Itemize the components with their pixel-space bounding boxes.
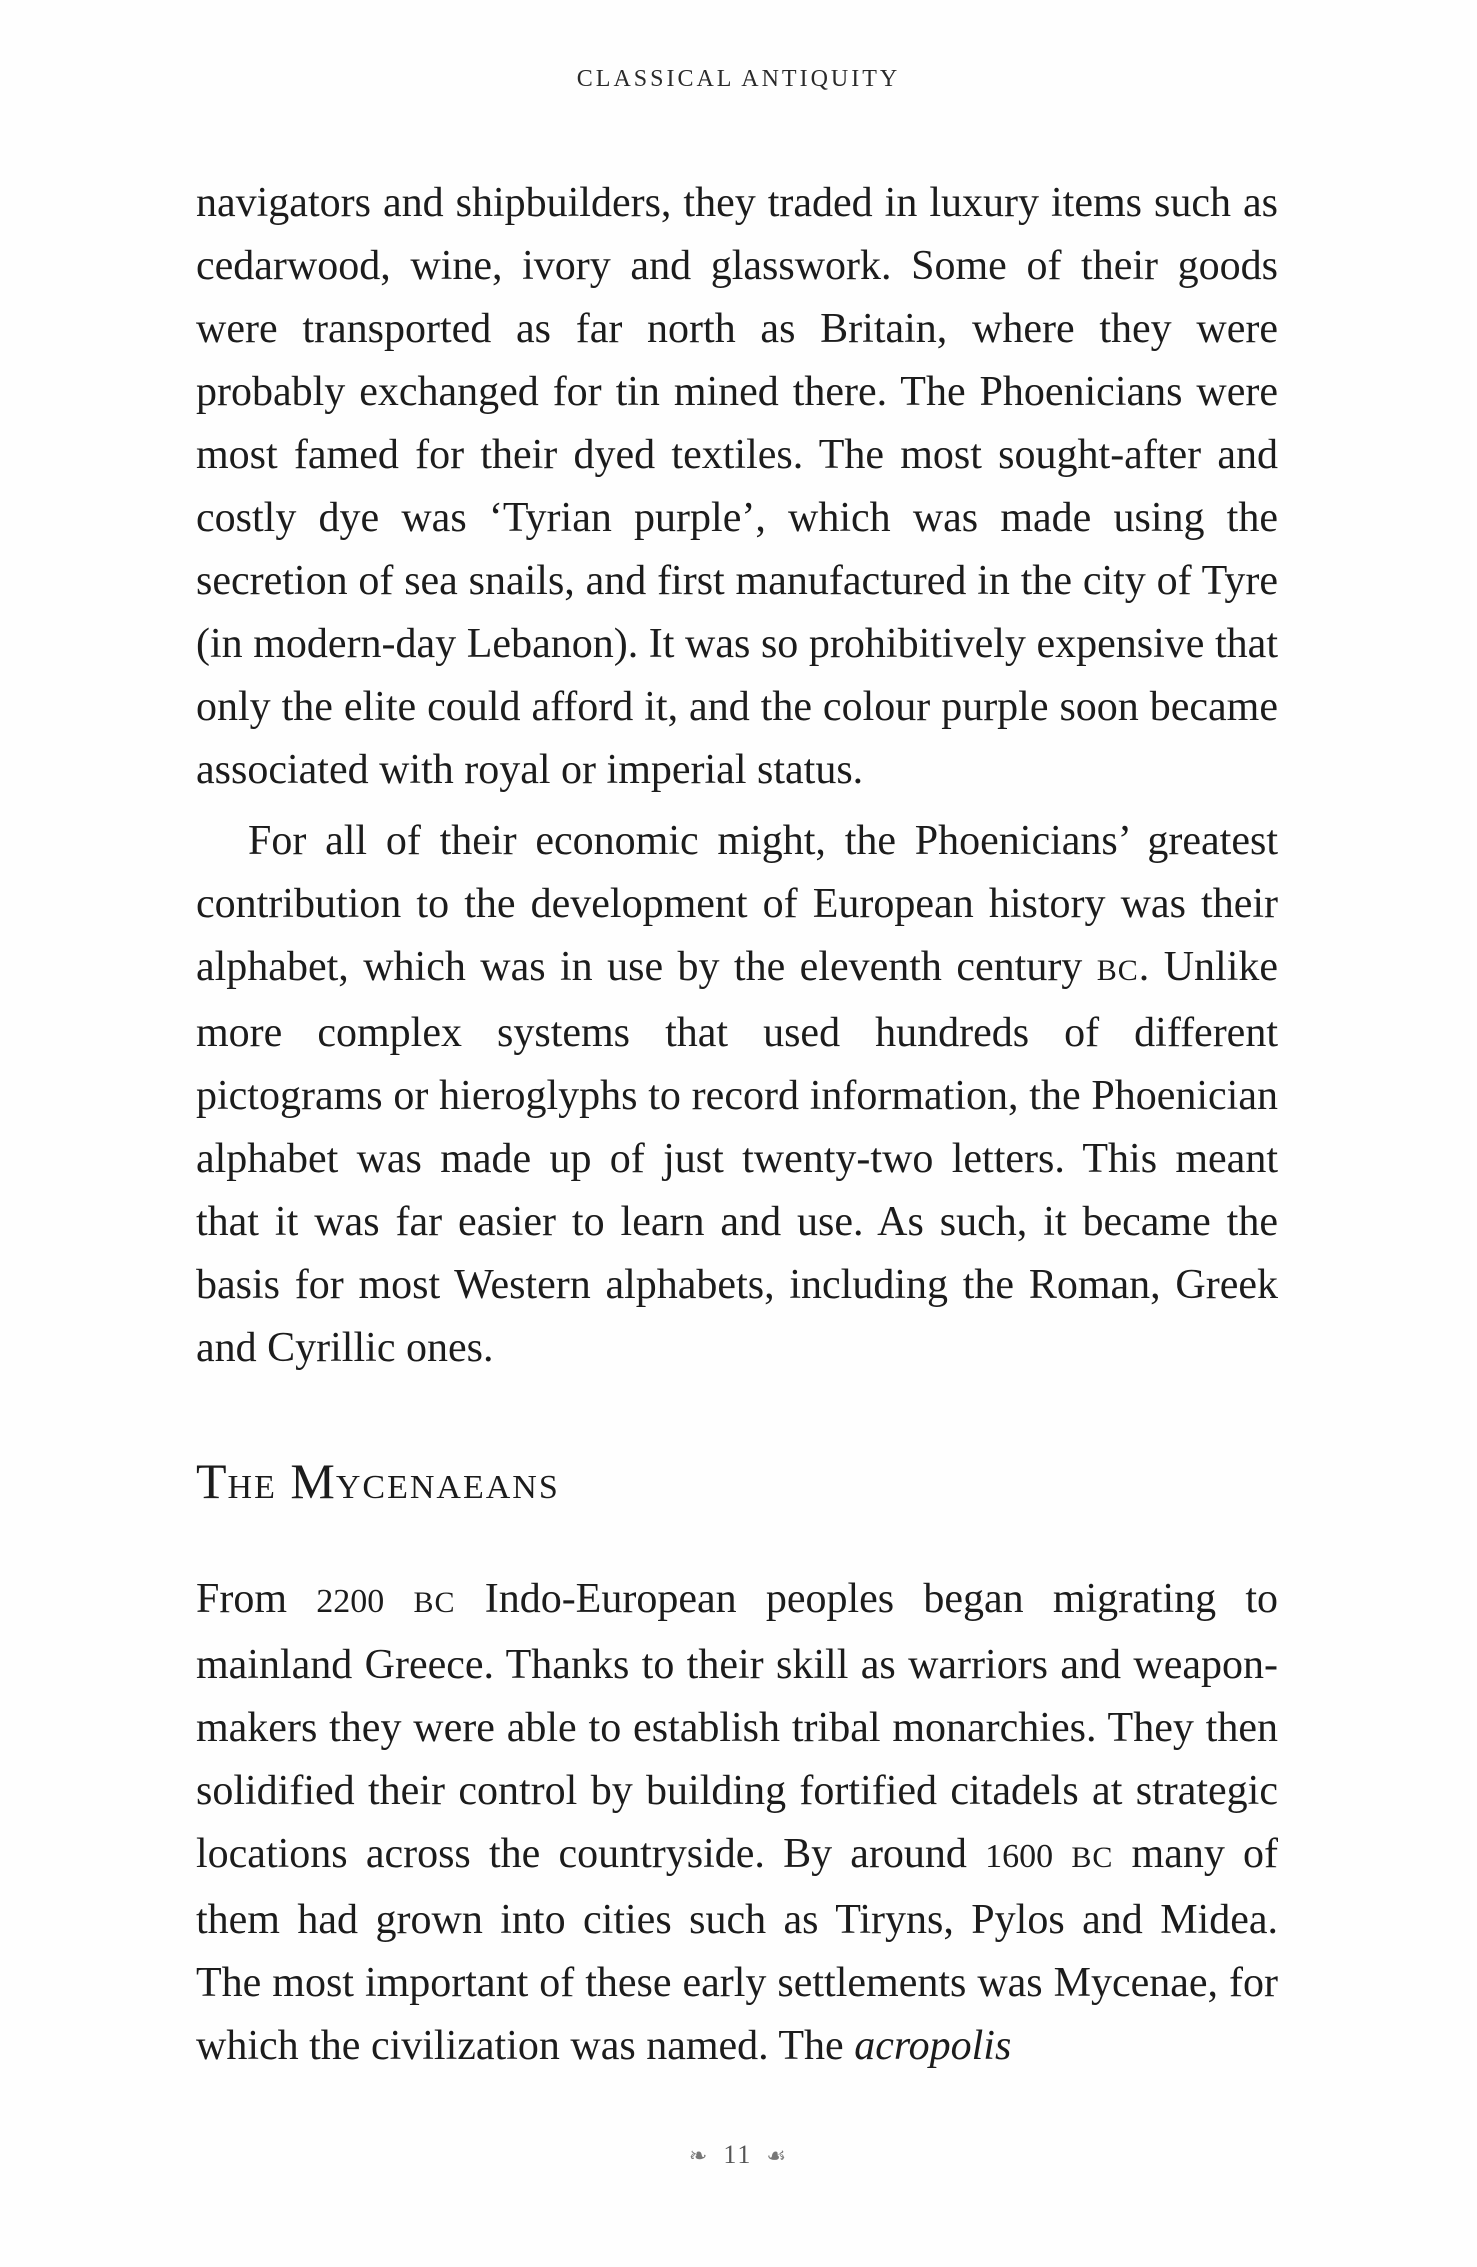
heading-smallcaps: HE xyxy=(227,1469,277,1506)
heading-initial: M xyxy=(290,1453,336,1509)
paragraph-text: Indo-European peoples began migrating to mainland Greece. Thanks to their skill as warriors and weapon-makers they were able to establish tribal monarchies. They then solidified their control by building fortified citadels at strategic locations across the countryside. By around xyxy=(196,1576,1279,1877)
paragraph-text: For all of their economic might, the Phoenicians’ greatest contribution to the development of European history was their alphabet, which was in use by the eleventh century xyxy=(196,818,1278,990)
page-number-footer xyxy=(0,2140,1477,2170)
italic-term: acropolis xyxy=(854,2023,1012,2069)
ornament-right-icon: ☙ xyxy=(766,2143,789,2168)
paragraph-mycenaeans xyxy=(196,1568,1278,2078)
heading-smallcaps: YCENAEANS xyxy=(335,1469,560,1506)
era-abbreviation: BC xyxy=(1096,954,1139,987)
era-abbreviation: BC xyxy=(1071,1841,1114,1874)
section-heading-mycenaeans xyxy=(196,1452,560,1510)
year-number: 2200 xyxy=(316,1583,385,1620)
running-head: CLASSICAL ANTIQUITY xyxy=(576,66,901,92)
heading-initial: T xyxy=(196,1453,228,1509)
year-number: 1600 xyxy=(985,1838,1054,1875)
ornament-left-icon: ❧ xyxy=(688,2143,710,2168)
paragraph-phoenician-alphabet xyxy=(196,810,1278,1380)
era-abbreviation: BC xyxy=(413,1586,456,1619)
page-number: 11 xyxy=(723,2140,753,2169)
paragraph-text: . Unlike more complex systems that used hundreds of different pictograms or hieroglyphs to record information, the Phoenician alphabet was made up of just twenty-two letters. This meant that it was far easier to learn and use. As such, it became the basis for most Western alphabets, including the Roman, Greek and Cyrillic ones. xyxy=(196,944,1279,1371)
paragraph-phoenician-trade: navigators and shipbuilders, they traded in luxury items such as cedarwood, wine, ivory and glasswork. Some of their goods were transported as far north as Britain, where they were probably exchanged for tin mined there. The Phoenicians were most famed for their dyed textiles. The most sought-after and costly dye was ‘Tyrian purple’, which was made using the secretion of sea snails, and first manufactured in the city of Tyre (in modern-day Lebanon). It was so prohibitively expensive that only the elite could afford it, and the colour purple soon became associated with royal or imperial status. xyxy=(196,180,1278,793)
paragraph-text: From xyxy=(196,1576,288,1622)
paragraph-text: many of them had grown into cities such as Tiryns, Pylos and Midea. The most important of these early settlements was Mycenae, for which the civilization was named. The xyxy=(196,1831,1279,2069)
